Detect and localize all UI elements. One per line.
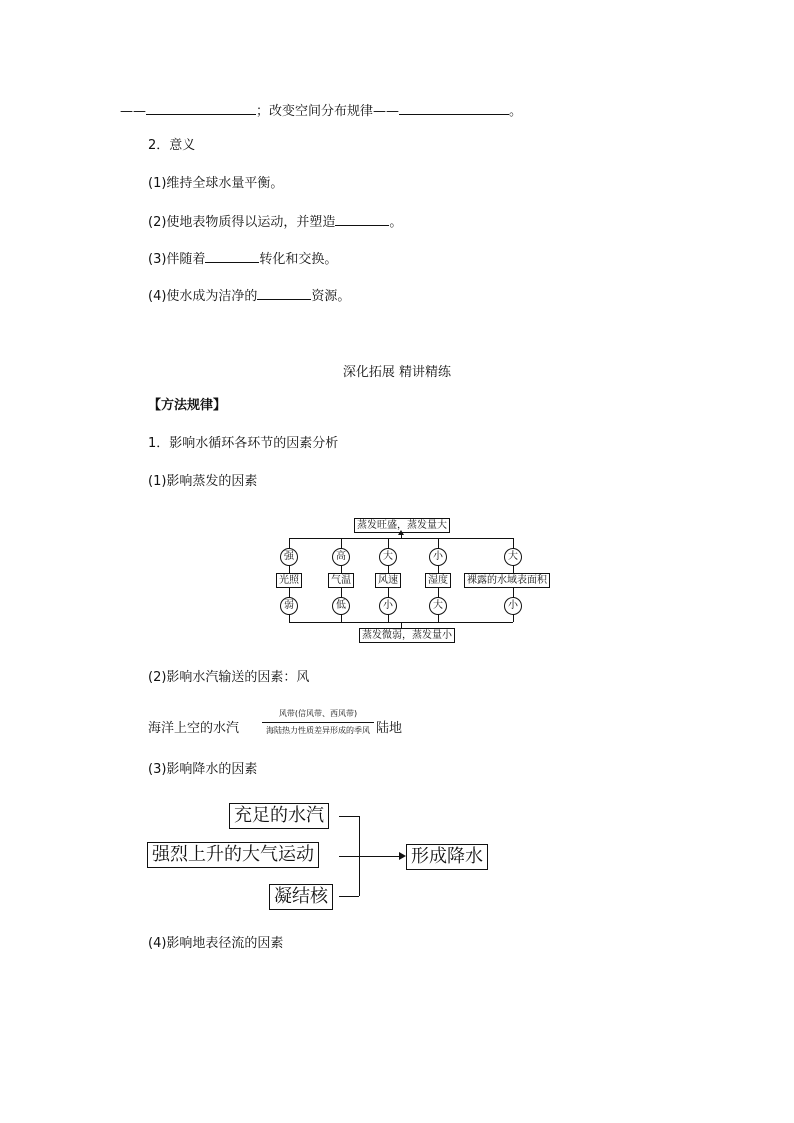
factor-2-high-circle: 高 <box>332 548 350 566</box>
evaporation-diagram <box>270 514 570 646</box>
item-4-text: (4)使水成为洁净的 <box>148 289 258 304</box>
item-2 <box>148 213 402 231</box>
item-2-end: 。 <box>389 215 403 230</box>
answer-blank-5[interactable] <box>257 287 311 300</box>
separator-text: ；改变空间分布规律—— <box>256 104 400 119</box>
factor-1-low-circle: 弱 <box>280 597 298 615</box>
section-2-title: 2．意义 <box>148 138 196 153</box>
top-bar-line <box>289 538 513 539</box>
vapor-heading: (2)影响水汽输送的因素：风 <box>148 670 310 685</box>
input-box-rising-air: 强烈上升的大气运动 <box>147 842 319 868</box>
factor-3-low-circle: 小 <box>379 597 397 615</box>
top-result-box: 蒸发旺盛，蒸发量大 <box>354 518 450 533</box>
connector-vertical <box>359 816 360 896</box>
item-4-end: 资源。 <box>311 289 351 304</box>
precipitation-heading: (3)影响降水的因素 <box>148 762 258 777</box>
answer-blank-1[interactable] <box>146 102 256 115</box>
item-4 <box>148 287 350 305</box>
formula-start: 海洋上空的水汽 <box>148 721 240 736</box>
factor-4-low-circle: 大 <box>429 597 447 615</box>
formula-end: 陆地 <box>376 721 403 736</box>
runoff-heading: (4)影响地表径流的因素 <box>148 936 284 951</box>
factor-3-high-circle: 大 <box>379 548 397 566</box>
factor-4-box: 湿度 <box>425 573 451 588</box>
connector-top <box>339 816 359 817</box>
method-heading: 【方法规律】 <box>148 398 227 413</box>
connector-mid <box>339 856 401 857</box>
arrow-line <box>262 722 374 723</box>
answer-blank-3[interactable] <box>335 213 389 226</box>
section-title: 深化拓展 精讲精练 <box>342 365 452 380</box>
result-box: 形成降水 <box>406 844 488 870</box>
item-3-text: (3)伴随着 <box>148 252 206 267</box>
arrow-right-icon <box>399 852 406 860</box>
precipitation-diagram <box>147 800 497 912</box>
input-box-condensation-nuclei: 凝结核 <box>269 884 333 910</box>
item-1: (1)维持全球水量平衡。 <box>148 176 284 191</box>
dash: —— <box>120 104 146 119</box>
factor-4-high-circle: 小 <box>429 548 447 566</box>
input-box-water-vapor: 充足的水汽 <box>229 803 329 829</box>
up-arrow-icon <box>398 530 404 535</box>
factor-1-box: 光照 <box>276 573 302 588</box>
item-2-text: (2)使地表物质得以运动，并塑造 <box>148 215 336 230</box>
evaporation-heading: (1)影响蒸发的因素 <box>148 474 258 489</box>
item-3 <box>148 250 337 268</box>
answer-blank-4[interactable] <box>205 250 259 263</box>
point-1-heading: 1．影响水循环各环节的因素分析 <box>148 436 339 451</box>
answer-blank-2[interactable] <box>399 102 509 115</box>
item-3-end: 转化和交换。 <box>259 252 338 267</box>
factor-5-high-circle: 大 <box>504 548 522 566</box>
factor-3-box: 风速 <box>375 573 401 588</box>
factor-2-low-circle: 低 <box>332 597 350 615</box>
connector-bottom <box>339 896 359 897</box>
factor-5-box: 裸露的水域表面积 <box>464 573 550 588</box>
factor-1-high-circle: 强 <box>280 548 298 566</box>
bottom-result-box: 蒸发微弱，蒸发量小 <box>359 628 455 643</box>
line-end: 。 <box>509 104 523 119</box>
arrow-label-below: 海陆热力性质差异形成的季风 <box>266 726 370 735</box>
formula-arrow <box>262 708 374 738</box>
factor-2-box: 气温 <box>328 573 354 588</box>
fill-in-line-1 <box>120 102 522 120</box>
arrow-label-above: 风带(信风带、西风带) <box>278 709 358 718</box>
factor-5-low-circle: 小 <box>504 597 522 615</box>
